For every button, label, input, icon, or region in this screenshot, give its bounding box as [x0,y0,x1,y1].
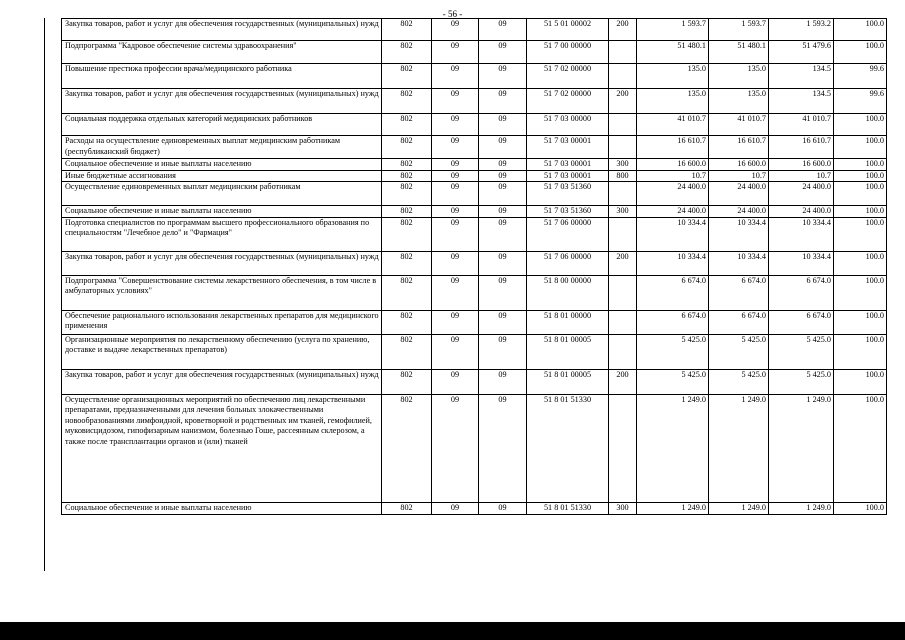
refined-plan: 16 610.7 [709,136,769,159]
execution-percent: 100.0 [834,275,887,310]
actual-execution: 10.7 [769,170,834,182]
refined-plan: 24 400.0 [709,206,769,218]
row-name: Социальное обеспечение и иные выплаты населению [62,159,382,171]
target-article: 51 8 01 51330 [527,394,609,502]
expense-type: 300 [609,206,637,218]
target-article: 51 7 03 51360 [527,206,609,218]
approved-plan: 1 593.7 [637,19,709,41]
expense-type [609,136,637,159]
table-row [62,19,887,41]
section-code: 09 [432,159,479,171]
subsection-code: 09 [479,170,527,182]
target-article: 51 7 03 51360 [527,182,609,206]
target-article: 51 7 02 00000 [527,89,609,114]
table-row [62,251,887,275]
refined-plan: 5 425.0 [709,369,769,394]
target-article: 51 7 03 00001 [527,159,609,171]
expense-type: 800 [609,170,637,182]
execution-percent: 100.0 [834,502,887,514]
section-code: 09 [432,89,479,114]
row-name: Социальное обеспечение и иные выплаты населению [62,206,382,218]
ministry-code: 802 [382,182,432,206]
execution-percent: 100.0 [834,251,887,275]
actual-execution: 134.5 [769,89,834,114]
ministry-code: 802 [382,64,432,89]
table-row [62,89,887,114]
expense-type: 300 [609,159,637,171]
target-article: 51 5 01 00002 [527,19,609,41]
expense-type: 300 [609,502,637,514]
subsection-code: 09 [479,394,527,502]
ministry-code: 802 [382,394,432,502]
execution-percent: 99.6 [834,64,887,89]
target-article: 51 8 01 00000 [527,310,609,334]
expense-type [609,182,637,206]
expense-type: 200 [609,19,637,41]
row-name: Осуществление единовременных выплат медицинским работникам [62,182,382,206]
table-row [62,170,887,182]
actual-execution: 10 334.4 [769,251,834,275]
target-article: 51 8 01 51330 [527,502,609,514]
section-code: 09 [432,182,479,206]
target-article: 51 7 03 00001 [527,170,609,182]
budget-table-body [62,19,887,515]
row-name: Подпрограмма "Совершенствование системы лекарственного обеспечения, в том числе в амбулаторных условиях" [62,275,382,310]
table-row [62,502,887,514]
ministry-code: 802 [382,275,432,310]
refined-plan: 10 334.4 [709,251,769,275]
actual-execution: 1 593.2 [769,19,834,41]
ministry-code: 802 [382,114,432,136]
target-article: 51 7 06 00000 [527,217,609,251]
execution-percent: 100.0 [834,182,887,206]
refined-plan: 6 674.0 [709,275,769,310]
ministry-code: 802 [382,19,432,41]
refined-plan: 1 249.0 [709,394,769,502]
actual-execution: 24 400.0 [769,182,834,206]
execution-percent: 100.0 [834,114,887,136]
target-article: 51 8 01 00005 [527,334,609,369]
subsection-code: 09 [479,114,527,136]
approved-plan: 10 334.4 [637,217,709,251]
refined-plan: 5 425.0 [709,334,769,369]
expense-type [609,114,637,136]
actual-execution: 51 479.6 [769,41,834,64]
execution-percent: 100.0 [834,170,887,182]
subsection-code: 09 [479,41,527,64]
table-row [62,64,887,89]
ministry-code: 802 [382,170,432,182]
refined-plan: 1 249.0 [709,502,769,514]
actual-execution: 6 674.0 [769,310,834,334]
subsection-code: 09 [479,369,527,394]
expense-type [609,41,637,64]
row-name: Подпрограмма "Кадровое обеспечение системы здравоохранения" [62,41,382,64]
ministry-code: 802 [382,206,432,218]
approved-plan: 135.0 [637,89,709,114]
refined-plan: 135.0 [709,89,769,114]
refined-plan: 10 334.4 [709,217,769,251]
row-name: Повышение престижа профессии врача/медицинского работника [62,64,382,89]
execution-percent: 100.0 [834,41,887,64]
table-row [62,334,887,369]
execution-percent: 100.0 [834,310,887,334]
actual-execution: 16 600.0 [769,159,834,171]
section-code: 09 [432,275,479,310]
section-code: 09 [432,114,479,136]
actual-execution: 6 674.0 [769,275,834,310]
ministry-code: 802 [382,41,432,64]
actual-execution: 134.5 [769,64,834,89]
row-name: Социальная поддержка отдельных категорий медицинских работников [62,114,382,136]
section-code: 09 [432,136,479,159]
table-row [62,217,887,251]
ministry-code: 802 [382,136,432,159]
refined-plan: 51 480.1 [709,41,769,64]
target-article: 51 7 06 00000 [527,251,609,275]
actual-execution: 10 334.4 [769,217,834,251]
section-code: 09 [432,369,479,394]
table-row [62,206,887,218]
subsection-code: 09 [479,275,527,310]
subsection-code: 09 [479,334,527,369]
execution-percent: 100.0 [834,217,887,251]
expense-type: 200 [609,369,637,394]
subsection-code: 09 [479,206,527,218]
approved-plan: 5 425.0 [637,334,709,369]
subsection-code: 09 [479,19,527,41]
ministry-code: 802 [382,502,432,514]
section-code: 09 [432,19,479,41]
section-code: 09 [432,502,479,514]
approved-plan: 41 010.7 [637,114,709,136]
expense-type [609,64,637,89]
ministry-code: 802 [382,334,432,369]
row-name: Закупка товаров, работ и услуг для обеспечения государственных (муниципальных) нужд [62,19,382,41]
execution-percent: 100.0 [834,394,887,502]
approved-plan: 6 674.0 [637,275,709,310]
approved-plan: 10 334.4 [637,251,709,275]
subsection-code: 09 [479,159,527,171]
section-code: 09 [432,334,479,369]
section-code: 09 [432,41,479,64]
table-row [62,114,887,136]
table-row [62,136,887,159]
execution-percent: 100.0 [834,206,887,218]
expense-type [609,275,637,310]
approved-plan: 1 249.0 [637,502,709,514]
row-name: Расходы на осуществление единовременных выплат медицинским работникам (республиканский бюджет) [62,136,382,159]
table-row [62,182,887,206]
ministry-code: 802 [382,159,432,171]
actual-execution: 24 400.0 [769,206,834,218]
target-article: 51 8 00 00000 [527,275,609,310]
execution-percent: 100.0 [834,369,887,394]
target-article: 51 7 02 00000 [527,64,609,89]
expense-type: 200 [609,251,637,275]
refined-plan: 41 010.7 [709,114,769,136]
approved-plan: 16 600.0 [637,159,709,171]
execution-percent: 100.0 [834,159,887,171]
subsection-code: 09 [479,502,527,514]
actual-execution: 5 425.0 [769,369,834,394]
row-name: Закупка товаров, работ и услуг для обеспечения государственных (муниципальных) нужд [62,251,382,275]
target-article: 51 7 03 00000 [527,114,609,136]
page-number: - 56 - [442,9,463,19]
subsection-code: 09 [479,64,527,89]
actual-execution: 5 425.0 [769,334,834,369]
approved-plan: 135.0 [637,64,709,89]
budget-table [61,18,887,515]
ministry-code: 802 [382,369,432,394]
row-name: Закупка товаров, работ и услуг для обеспечения государственных (муниципальных) нужд [62,89,382,114]
target-article: 51 8 01 00005 [527,369,609,394]
execution-percent: 100.0 [834,19,887,41]
approved-plan: 24 400.0 [637,206,709,218]
approved-plan: 5 425.0 [637,369,709,394]
refined-plan: 10.7 [709,170,769,182]
refined-plan: 1 593.7 [709,19,769,41]
expense-type [609,334,637,369]
execution-percent: 100.0 [834,136,887,159]
actual-execution: 1 249.0 [769,394,834,502]
row-name: Осуществление организационных мероприятий по обеспечению лиц лекарственными препаратами, предназначенными для лечения больных злокачественными новообразованиями лимфоидной, кроветворной и родственных им тканей, гемофилией, муковисцидозом, гипофизарным нанизмом, болезнью Гоше, рассеянным склерозом, а также после трансплантации органов и (или) тканей [62,394,382,502]
section-code: 09 [432,394,479,502]
subsection-code: 09 [479,310,527,334]
ministry-code: 802 [382,89,432,114]
table-row [62,369,887,394]
row-name: Социальное обеспечение и иные выплаты населению [62,502,382,514]
ministry-code: 802 [382,217,432,251]
left-margin-rule [44,18,45,571]
ministry-code: 802 [382,310,432,334]
approved-plan: 24 400.0 [637,182,709,206]
approved-plan: 51 480.1 [637,41,709,64]
subsection-code: 09 [479,251,527,275]
expense-type [609,394,637,502]
expense-type [609,310,637,334]
approved-plan: 10.7 [637,170,709,182]
approved-plan: 16 610.7 [637,136,709,159]
row-name: Организационные мероприятия по лекарственному обеспечению (услуга по хранению, доставке и выдаче лекарственных препаратов) [62,334,382,369]
section-code: 09 [432,206,479,218]
expense-type [609,217,637,251]
subsection-code: 09 [479,217,527,251]
table-row [62,394,887,502]
scan-bottom-edge [0,622,905,640]
refined-plan: 6 674.0 [709,310,769,334]
approved-plan: 1 249.0 [637,394,709,502]
actual-execution: 41 010.7 [769,114,834,136]
target-article: 51 7 03 00001 [527,136,609,159]
table-row [62,310,887,334]
target-article: 51 7 00 00000 [527,41,609,64]
table-row [62,275,887,310]
subsection-code: 09 [479,136,527,159]
table-row [62,41,887,64]
section-code: 09 [432,64,479,89]
subsection-code: 09 [479,89,527,114]
section-code: 09 [432,310,479,334]
subsection-code: 09 [479,182,527,206]
actual-execution: 16 610.7 [769,136,834,159]
section-code: 09 [432,170,479,182]
refined-plan: 135.0 [709,64,769,89]
row-name: Иные бюджетные ассигнования [62,170,382,182]
actual-execution: 1 249.0 [769,502,834,514]
refined-plan: 16 600.0 [709,159,769,171]
section-code: 09 [432,217,479,251]
ministry-code: 802 [382,251,432,275]
table-row [62,159,887,171]
expense-type: 200 [609,89,637,114]
section-code: 09 [432,251,479,275]
approved-plan: 6 674.0 [637,310,709,334]
execution-percent: 99.6 [834,89,887,114]
row-name: Подготовка специалистов по программам высшего профессионального образования по специальностям "Лечебное дело" и "Фармация" [62,217,382,251]
row-name: Закупка товаров, работ и услуг для обеспечения государственных (муниципальных) нужд [62,369,382,394]
execution-percent: 100.0 [834,334,887,369]
refined-plan: 24 400.0 [709,182,769,206]
row-name: Обеспечение рационального использования лекарственных препаратов для медицинского применения [62,310,382,334]
